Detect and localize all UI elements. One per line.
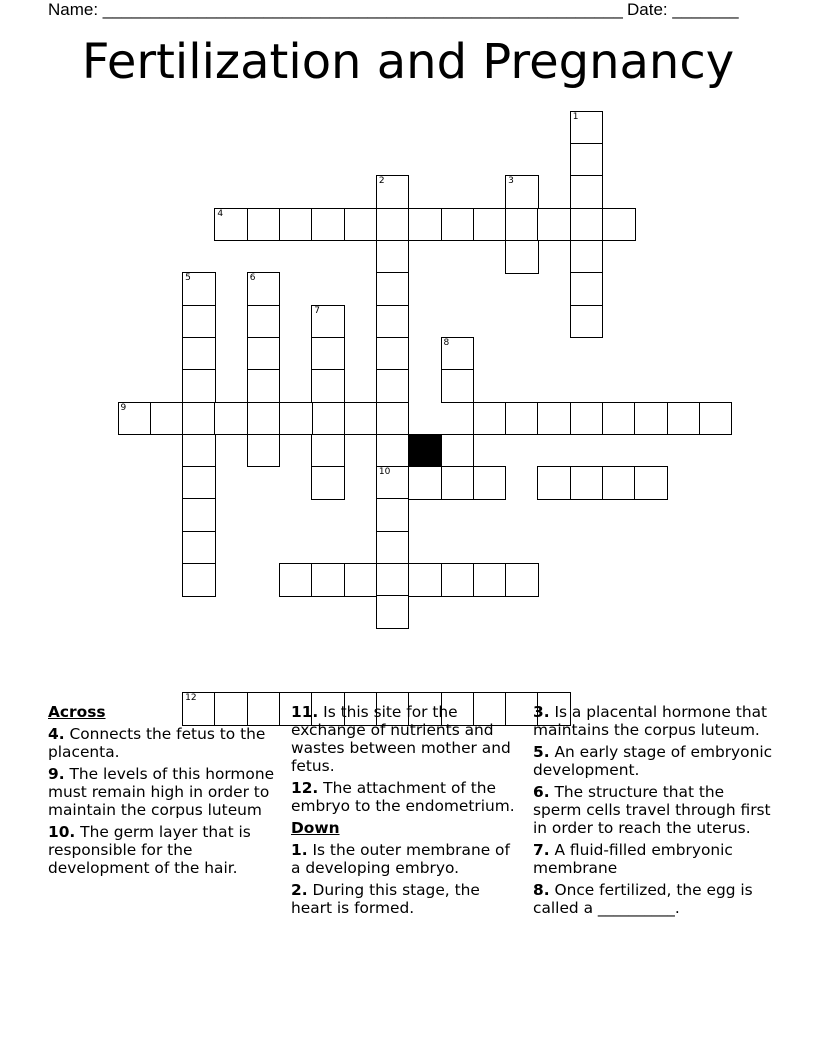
clue-across-10: 10. The germ layer that is responsible for the development of the hair.: [48, 823, 251, 877]
grid-cell[interactable]: [570, 402, 604, 436]
grid-cell[interactable]: [376, 402, 410, 436]
clue-down-1: 1. Is the outer membrane of a developing embryo.: [291, 841, 510, 877]
grid-cell[interactable]: [602, 208, 636, 242]
grid-cell[interactable]: [311, 434, 345, 468]
clue-number: 8: [443, 337, 450, 348]
date-field-label: Date: _______: [627, 0, 739, 19]
grid-cell[interactable]: [570, 240, 604, 274]
grid-cell[interactable]: [570, 208, 604, 242]
grid-cell[interactable]: [150, 402, 184, 436]
grid-cell[interactable]: [473, 563, 507, 597]
grid-cell[interactable]: [118, 402, 152, 436]
clue-number: 7: [314, 305, 321, 316]
grid-cell[interactable]: [376, 595, 410, 629]
grid-cell[interactable]: [505, 208, 539, 242]
grid-cell[interactable]: [408, 466, 442, 500]
grid-cell[interactable]: [441, 434, 475, 468]
grid-cell[interactable]: [182, 337, 216, 371]
grid-cell[interactable]: [441, 466, 475, 500]
grid-cell[interactable]: [344, 208, 378, 242]
grid-cell[interactable]: [376, 305, 410, 339]
grid-cell[interactable]: [214, 402, 248, 436]
grid-cell[interactable]: [376, 272, 410, 306]
grid-cell[interactable]: [537, 402, 571, 436]
grid-cell[interactable]: [182, 563, 216, 597]
grid-cell[interactable]: [376, 563, 410, 597]
grid-cell[interactable]: [214, 208, 248, 242]
clue-number: 6: [249, 273, 256, 284]
grid-cell[interactable]: [344, 563, 378, 597]
grid-cell[interactable]: [247, 369, 281, 403]
clue-number: 3: [508, 176, 514, 187]
grid-cell[interactable]: [182, 369, 216, 403]
black-cell: [408, 434, 442, 468]
grid-cell[interactable]: [182, 272, 216, 306]
grid-cell[interactable]: [667, 402, 701, 436]
clue-across-9: 9. The levels of this hormone must remain high in order to maintain the corpus luteum: [48, 765, 275, 819]
grid-cell[interactable]: [537, 466, 571, 500]
clue-across-12: 12. The attachment of the embryo to the endometrium.: [291, 779, 515, 815]
grid-cell[interactable]: [570, 175, 604, 209]
grid-cell[interactable]: [570, 111, 604, 145]
grid-cell[interactable]: [376, 369, 410, 403]
grid-cell[interactable]: [344, 402, 378, 436]
grid-cell[interactable]: [505, 175, 539, 209]
grid-cell[interactable]: [182, 466, 216, 500]
grid-cell[interactable]: [505, 402, 539, 436]
grid-cell[interactable]: [570, 143, 604, 177]
clue-number: 1: [572, 111, 579, 122]
grid-cell[interactable]: [634, 402, 668, 436]
grid-cell[interactable]: [247, 272, 281, 306]
grid-cell[interactable]: [279, 402, 313, 436]
grid-cell[interactable]: [247, 305, 281, 339]
grid-cell[interactable]: [441, 208, 475, 242]
grid-cell[interactable]: [473, 402, 507, 436]
down-heading: Down: [291, 819, 340, 837]
grid-cell[interactable]: [376, 175, 410, 209]
grid-cell[interactable]: [408, 563, 442, 597]
clue-down-2: 2. During this stage, the heart is formed.: [291, 881, 480, 917]
clue-number: 4: [217, 208, 224, 219]
clue-column-2: [291, 703, 523, 921]
grid-cell[interactable]: [441, 369, 475, 403]
clue-down-8: 8. Once fertilized, the egg is called a __________.: [533, 881, 753, 917]
clue-number: 5: [185, 273, 191, 284]
grid-cell[interactable]: [376, 337, 410, 371]
grid-cell[interactable]: [247, 208, 281, 242]
grid-cell[interactable]: [570, 305, 604, 339]
grid-cell[interactable]: [376, 498, 410, 532]
grid-cell[interactable]: [505, 563, 539, 597]
grid-cell[interactable]: [505, 240, 539, 274]
grid-cell[interactable]: [441, 563, 475, 597]
grid-cell[interactable]: [311, 208, 345, 242]
clue-column-1: [48, 703, 280, 881]
clue-down-6: 6. The structure that the sperm cells travel through first in order to reach the uterus.: [533, 783, 771, 837]
grid-cell[interactable]: [182, 498, 216, 532]
grid-cell[interactable]: [279, 208, 313, 242]
grid-cell[interactable]: [247, 434, 281, 468]
grid-cell[interactable]: [376, 208, 410, 242]
grid-cell[interactable]: [408, 208, 442, 242]
grid-cell[interactable]: [311, 563, 345, 597]
grid-cell[interactable]: [376, 531, 410, 565]
clue-down-7: 7. A fluid-filled embryonic membrane: [533, 841, 733, 877]
grid-cell[interactable]: [311, 466, 345, 500]
grid-cell[interactable]: [247, 337, 281, 371]
grid-cell[interactable]: [376, 466, 410, 500]
grid-cell[interactable]: [441, 337, 475, 371]
grid-cell[interactable]: [311, 369, 345, 403]
grid-cell[interactable]: [376, 240, 410, 274]
clue-number: 10: [378, 467, 391, 478]
grid-cell[interactable]: [311, 305, 345, 339]
grid-cell[interactable]: [182, 531, 216, 565]
grid-cell[interactable]: [182, 434, 216, 468]
grid-cell[interactable]: [602, 466, 636, 500]
clue-across-11: 11. Is this site for the exchange of nutrients and wastes between mother and fetus.: [291, 703, 511, 775]
grid-cell[interactable]: [537, 208, 571, 242]
grid-cell[interactable]: [570, 272, 604, 306]
grid-cell[interactable]: [279, 563, 313, 597]
clue-number: 9: [120, 402, 127, 413]
clue-down-5: 5. An early stage of embryonic development.: [533, 743, 773, 779]
page-title: Fertilization and Pregnancy: [81, 34, 735, 90]
grid-cell[interactable]: [602, 402, 636, 436]
clue-down-3: 3. Is a placental hormone that maintains the corpus luteum.: [533, 703, 768, 739]
grid-cell[interactable]: [311, 337, 345, 371]
clue-across-4: 4. Connects the fetus to the placenta.: [48, 725, 266, 761]
clue-number: 2: [378, 176, 385, 187]
grid-cell[interactable]: [473, 466, 507, 500]
name-field-label: Name: _______________________________________________________: [48, 0, 623, 19]
grid-cell[interactable]: [376, 434, 410, 468]
grid-cell[interactable]: [699, 402, 733, 436]
grid-cell[interactable]: [570, 466, 604, 500]
clue-number: 12: [185, 693, 197, 704]
grid-cell[interactable]: [473, 208, 507, 242]
grid-cell[interactable]: [634, 466, 668, 500]
clue-column-3: [533, 703, 773, 921]
across-heading: Across: [48, 703, 106, 721]
grid-cell[interactable]: [182, 305, 216, 339]
